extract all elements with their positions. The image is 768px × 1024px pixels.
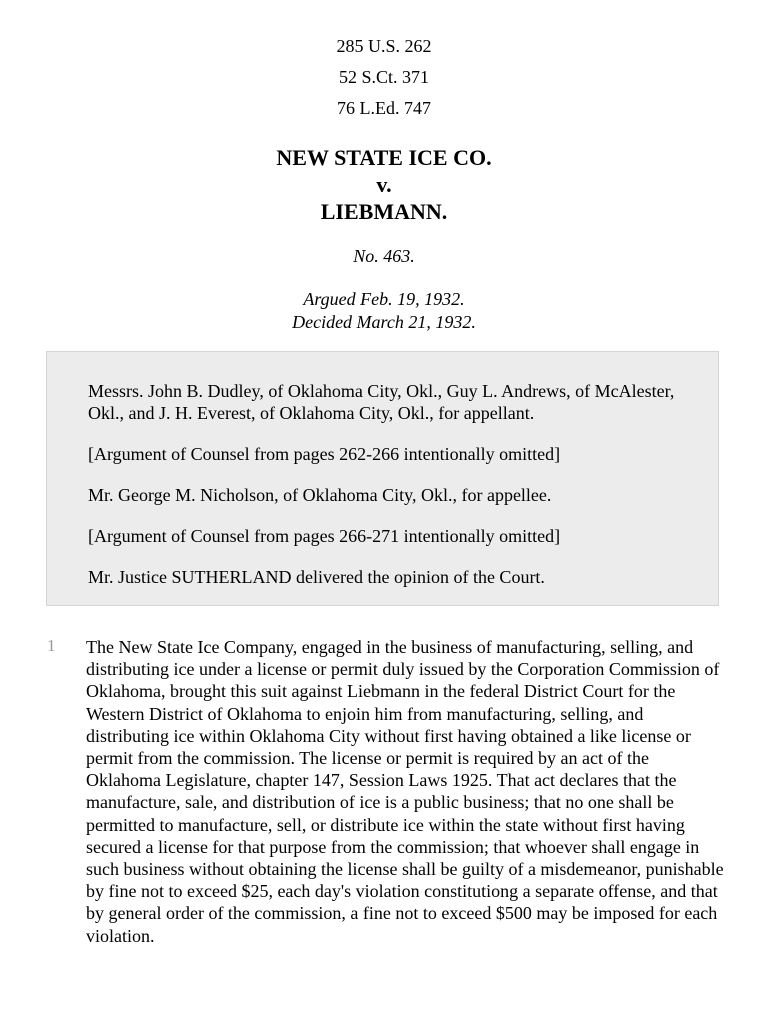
- case-appellee: LIEBMANN.: [320, 199, 448, 224]
- syllabus-box: [46, 351, 719, 606]
- case-appellant: NEW STATE ICE CO.: [276, 145, 492, 170]
- case-versus: v.: [376, 172, 392, 197]
- citation-lawyers-edition: 76 L.Ed. 747: [337, 98, 431, 118]
- opinion-paragraph: The New State Ice Company, engaged in the business of manufacturing, selling, and distributing ice under a license or permit duly issued by the Corporation Commission of Oklahoma, brought this suit against Liebmann in the federal District Court for the Western District of Oklahoma to enjoin him from manufacturing, selling, and distributing ice within Oklahoma City without first having obtained a like license or permit from the commission. The license or permit is required by an act of the Oklahoma Legislature, chapter 147, Session Laws 1925. That act declares that the manufacture, sale, and distribution of ice is a public business; that no one shall be permitted to manufacture, sell, or distribute ice within the state without first having secured a license for that purpose from the commission; that whoever shall engage in such business without obtaining the license shall be guilty of a misdemeanor, punishable by fine not to exceed $25, each day's violation constitutiong a separate offense, and that by general order of the commission, a fine not to exceed $500 may be imposed for each violation.: [86, 637, 724, 946]
- docket-number: No. 463.: [353, 246, 415, 266]
- argument-omitted-note-1: [Argument of Counsel from pages 262-266 intentionally omitted]: [88, 444, 561, 464]
- citation-us-reports: 285 U.S. 262: [336, 36, 432, 56]
- paragraph-number: 1: [47, 636, 56, 655]
- decided-date: Decided March 21, 1932.: [292, 312, 476, 332]
- opinion-author-line: Mr. Justice SUTHERLAND delivered the opinion of the Court.: [88, 567, 545, 587]
- case-dates: [0, 288, 768, 334]
- counsel-for-appellee: Mr. George M. Nicholson, of Oklahoma City, Okl., for appellee.: [88, 485, 552, 505]
- counsel-for-appellant: Messrs. John B. Dudley, of Oklahoma City, Okl., Guy L. Andrews, of McAlester, Okl., and J. H. Everest, of Oklahoma City, Okl., for appellant.: [88, 381, 675, 423]
- argued-date: Argued Feb. 19, 1932.: [303, 289, 465, 309]
- citations-block: [0, 34, 768, 127]
- argument-omitted-note-2: [Argument of Counsel from pages 266-271 intentionally omitted]: [88, 526, 561, 546]
- citation-supreme-court-reporter: 52 S.Ct. 371: [338, 67, 430, 87]
- case-title: [0, 144, 768, 225]
